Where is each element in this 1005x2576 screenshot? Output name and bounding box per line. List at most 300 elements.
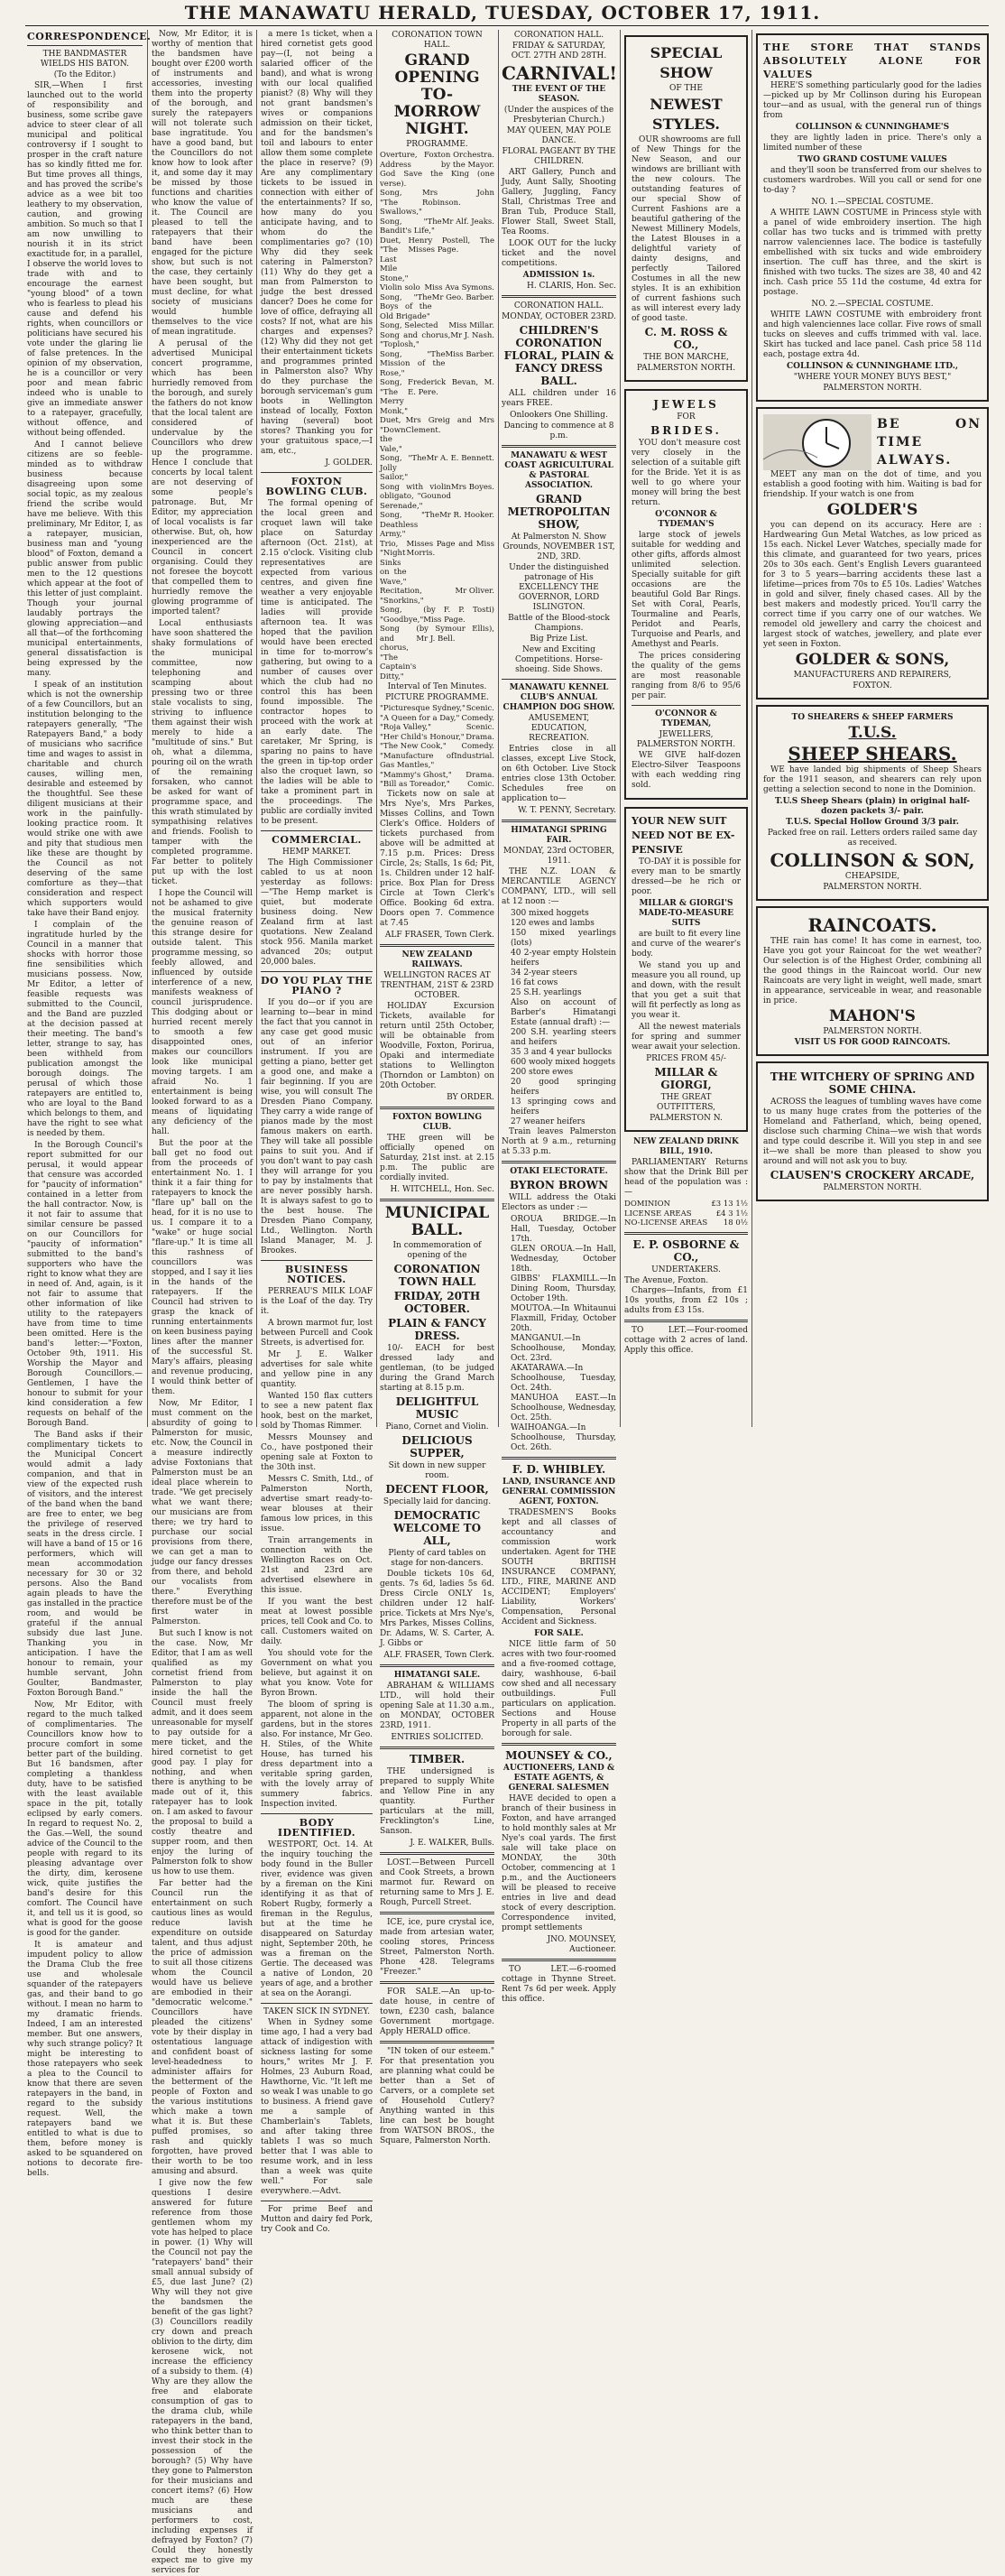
ad-title: OTAKI ELECTORATE. [510,1167,608,1176]
ad-store-values [756,33,989,402]
ad-title: T.U.S. [848,724,897,742]
ad-heading: GOLDER & SONS, [795,651,950,669]
column-divider [620,30,621,1427]
ad-title: THE STORE THAT STANDS ABSOLUTELY ALONE FOR VALUES [763,42,982,80]
ad-signature: H. WITCHELL, Hon. Sec. [390,1184,494,1194]
ad-heading: TWO GRAND COSTUME VALUES [798,155,947,164]
programme-item [380,331,494,350]
ad-title: NEW ZEALAND DRINK BILL, 1910. [633,1137,739,1156]
ad-text: ICE, ice, pure crystal ice, made from artesian water, cooling stores, Princess Street, Palmerston North. Phone 428. Telegrams "Freezer." [380,1917,494,1977]
ad-date: MONDAY, OCTOBER 23RD. [502,312,616,321]
ad-title: NEED NOT BE EX- [632,829,735,841]
stock-item: 16 fat cows [511,978,558,987]
ad-header: CORONATION HALL. [513,301,604,310]
ad-text: LOST.—Between Purcell and Cook Streets, a brown marmot fur. Reward on returning same to Mrs J. E. Rough, Purcell Street. [380,1858,494,1907]
paragraph: I speak of an institution which is not the ownership of a few Councillors, but an institution belonging to the ratepayers generally, "The Ratepayers Band," a body of musicians who sacrifice time and wages to assist in charitable and church causes, willing men, desirable and esteemed by the thoughtful. See these diligent musicians at their work in the painfully-looking practice room. It would strike one with awe and pity that studious men like these are thought by the Council as not deserving of the same comforture as they—that consideration and respect which supporters would take have their Band enjoy. [27,681,143,918]
stock-item: 150 mixed yearlings (lots) [511,929,616,948]
ad-heading: COLLINSON & CUNNINGHAME'S [795,123,950,132]
ad-heading: C. M. ROSS & CO., [644,326,728,351]
item-performer: Mr A. E. Bennett. [426,454,494,463]
ad-text: TO-DAY it is possible for every man to be smartly dressed—be he rich or poor. [632,857,741,896]
item-title: Song, "The Merry Monk," [380,378,409,416]
item-title: Duet, "Down the Vale," [380,416,406,454]
ad-text: ABRAHAM & WILLIAMS LTD., will hold their opening Sale at 11.30 a.m., on MONDAY, OCTOBER 23RD, 1911. [380,1681,494,1730]
ad-title: HIMATANGI SALE. [393,1670,481,1680]
ad-title: FOXTON BOWLING CLUB. [392,1112,483,1132]
paragraph: But the poor at the ball get no food out from the proceeds of entertainment No. 1. I think it a fair thing for ratepayers to knock the "flare up" ball on the head, for it is no use to us. I compare it to a "wake" or huge social "flare-up." It is time all this rashness of councillors was stopped, and I say it lies in the hands of the ratepayers. If the Council had striven to grasp the knack of running entertainments on keen business paying lines after the manner of the successful St. Mary's affairs, pleasing and revenue producing, I would think better of them. [152,1139,253,1396]
ad-text: Charges—Infants, from £1 10s youths, from £2 10s ; adults from £3 15s. [624,1285,748,1315]
meeting-item: AKATARAWA.—In Schoolhouse, Tuesday, Oct. 24th. [511,1364,616,1393]
ad-text: All the newest materials for spring and summer wear await your selection. [632,1023,741,1052]
ad-text: HOLIDAY Excursion Tickets, available for return until 25th October, will be obtainable from Woodville, Foxton, Porirua, Opaki and intermediate stations to Wellington (Thorndon or Lambton) on 20th October. [380,1001,494,1090]
ad-text: New and Exciting Competitions. Horse-shoeing. Side Shows. [514,645,604,674]
item-title: Song, "The Bandit's Life," [380,217,442,236]
ad-header: CORONATION HALL. [513,31,604,40]
item-title: "A Queen for a Day," [380,713,460,723]
item-title: Song, Selected [380,321,438,330]
ad-text: Sit down in new supper room. [388,1460,486,1480]
picture-item [380,780,494,790]
ad-special-show [624,35,748,382]
ad-heading: DEMOCRATIC WELCOME TO ALL, [392,1508,482,1547]
picture-item [380,714,494,724]
stock-item: 300 mixed hoggets [511,909,589,918]
ad-heading: O'CONNOR & TYDEMAN'S [655,510,717,529]
ad-heading: E. P. OSBORNE & CO., [632,1237,740,1264]
notice-item: The bloom of spring is apparent, not alone in the gardens, but in the stores also. For instance, Mr Geo. H. Stiles, of the White House, has turned his dress department into a veritable spring garden, with the lovely array of summery fabrics. Inspection invited. [261,1700,373,1809]
item-performer: (by Symour Ellis), Mr J. Bell. [416,625,494,644]
ad-text: YOU don't measure cost very closely in the selection of a suitable gift for the Bride. Yet it is as well to go where your money will bring the best return. [632,439,741,507]
item-performer: 18 0½ [723,1219,748,1228]
meeting-item: MANUHOA EAST.—In Schoolhouse, Wednesday, Oct. 25th. [511,1394,616,1422]
ad-title: HIMATANGI SPRING FAIR. [511,826,607,845]
item-title: Song, "The Mission of the Rose," [380,349,446,378]
paragraph: For prime Beef and Mutton and dairy fed Pork, try Cook and Co. [261,2205,373,2234]
ad-text: LOOK OUT for the lucky ticket and the novel competitions. [502,239,616,268]
item-title: God Save the King (one verse). [380,170,494,189]
item-title: "Bill as Toreador," [380,780,450,789]
drink-bill-row [624,1209,748,1219]
ad-subtitle: LAND, INSURANCE AND GENERAL COMMISSION AGENT, FOXTON. [502,1478,616,1506]
ad-subtitle: THE EVENT OF THE SEASON. [512,85,606,104]
paragraph: But such I know is not the case. Now, Mr Editor, that I am as well qualified as my cornetist friend from Palmerston to play inside the hall the Council must freely admit, and it does seem unreasonable for myself to pay outside for a mere ticket, and the hired cornetist to get good pay. I play for nothing, and when there is anything to be made out of it, this ratepayer has to look on. I am asked to favour the proposal to build a costly theatre and supper room, and then enjoy the luring of Palmerston folk to show us how to use them. [152,1629,253,1876]
stock-list [502,909,616,1127]
item-performer: Henry Postell, The Misses Page. [408,236,494,255]
ad-date: FRIDAY & SATURDAY, OCT. 27TH AND 28TH. [511,42,607,60]
column-divider [147,30,148,1427]
column-divider [751,30,752,1427]
stock-item: 200 store ewes [511,1068,574,1077]
ad-witchery-china [756,1061,989,1201]
article-subtitle: (To the Editor.) [53,70,116,79]
paragraph: Now, Mr Editor, with regard to the much talked of complimentaries. The Councillors know how to procure comfort in some better part of the building. But 16 bandsmen, after completing a thankless duty, have to be satisfied with the least available space in the pit, totally eclipsed by early comers. In regard to request No. 2, the Gas.—Well, the sound advice of the Council to the people with regard to its pleasing advantage over the dirty, dim, kerosene wick, quite justifies the band's desire for this comfort. The Council have it, and tell us it is good, so what is good for the goose is good for the gander. [27,1700,143,1938]
ad-sheep-shears [756,705,989,901]
item-title: Recitation, "Snorkins," [380,587,424,606]
item-performer: Miss Barber. [445,349,494,359]
meeting-item: GLEN OROUA.—In Hall, Wednesday, October 18th. [511,1245,616,1274]
programme-item [380,587,494,606]
column-ads-3 [624,30,748,1427]
ad-title: MUNICIPAL BALL. [384,1203,490,1239]
ad-text: TRADESMEN'S Books kept and all classes of accountancy and commission work undertaken. Agent for THE SOUTH BRITISH INSURANCE COMPANY, LTD., FIRE, MARINE AND ACCIDENT; Employers' Liability, Workers' Compensation, Personal Accident and Sickness. [502,1508,616,1626]
paragraph: Now, Mr Editor, I must comment on the absurdity of going to Palmerston for music, etc. Now, the Council in a measure indirectly advise Foxtonians that Palmerston must be an ideal place wherein to trade. "We get precisely what we want there; our musicians are from there; we try hard to purchase our social provisions from there, we can get a man to judge our fancy dresses from there, and behold our vocalists from there." Everything therefore must be of the first water in Palmerston. [152,1399,253,1626]
item-performer: Foxton Orchestra. [424,151,494,160]
ad-text: MANUFACTURERS AND REPAIRERS, [793,671,952,680]
picture-item [380,704,494,714]
letter-signature: J. GOLDER. [325,459,373,468]
item-performer: by the Mayor. [440,160,494,170]
notice-item: Train arrangements in connection with the Wellington Races on Oct. 21st and 23rd are advertised elsewhere in this issue. [261,1536,373,1595]
ad-text: FLORAL PAGEANT BY THE CHILDREN. [502,147,616,166]
ad-text: and they'll soon be transferred from our shelves to customers wardrobes. Will you call or send for one to-day ? [763,166,982,195]
programme-item [380,378,494,416]
ad-heading: MILLAR & GIORGI'S MADE-TO-MEASURE SUITS [638,899,734,928]
programme-item [380,625,494,681]
ad-text: Interval of Ten Minutes. [387,682,487,691]
item-title: Song, "The Jolly Sailor," [380,454,427,482]
item-title: LICENSE AREAS [624,1209,692,1219]
section-heading: CORRESPONDENCE. [27,31,152,42]
programme-item [380,151,494,161]
item-performer: Misses Page and Miss Morris. [406,539,494,558]
ad-text: MAY QUEEN, MAY POLE DANCE. [506,126,612,145]
paragraph: I hope the Council will not be ashamed to give the musical fraternity the genuine reason of this strange desire for outside talent. This programme messing, so feebly allowed, and influenced by outside interference of a new, manifests weakness of council jurisprudence. This dodging about or hurried recent merely to smooth a few disappointed ones, makes our councillors look like municipal moving targets. I am afraid No. 1 entertainment is being looked forward to as a means of liquidating any deficiency of the hall. [152,889,253,1136]
ad-text: TO LET.—6-roomed cottage in Thynne Street. Rent 7s 6d per week. Apply this office. [502,1965,616,2004]
programme-item [380,483,494,512]
ad-text: JEWELLERS, PALMERSTON NORTH. [636,730,736,749]
ad-text: 10/- EACH for best dressed lady and gentleman, (to be judged during the Grand March starting at 8.15 p.m. [380,1343,494,1393]
ad-text: HERE'S something particularly good for the ladies—picked up by Mr Collinson during his European tour—and as usual, with the general run of things from [763,81,982,120]
programme-item [380,236,494,284]
article-subtitle: HEMP MARKET. [282,848,351,857]
ad-header: CORONATION TOWN HALL. [392,31,483,50]
ad-title: NEWEST [650,96,723,113]
item-title: Song, "The Deathless Army," [380,511,440,539]
ad-text: At Palmerston N. Show Grounds, NOVEMBER 1ST, 2ND, 3RD. [502,533,615,561]
ad-new-suit [624,807,748,1132]
ad-text: Dancing to commence at 8 p.m. [503,422,614,440]
stock-item: 120 ewes and lambs [511,919,595,928]
item-title: Address [380,160,411,170]
ad-title: MANAWATU & WEST COAST AGRICULTURAL & PASTORAL ASSOCIATION. [504,451,613,490]
ad-subtitle: PICTURE PROGRAMME. [385,693,489,702]
ad-text: Plenty of card tables on stage for non-dancers. [388,1548,486,1568]
item-performer: Scenic. [466,704,494,713]
ad-signature: H. CLARIS, Hon. Sec. [526,282,616,291]
item-title: Trio, "Night Sinks on the Wave," [380,539,407,587]
meeting-item: MANGANUI.—In Schoolhouse, Monday, Oct. 23rd. [511,1334,616,1363]
item-performer: £4 3 1½ [715,1209,748,1219]
programme-item [380,218,494,236]
picture-item [380,742,494,752]
ad-heading: DECENT FLOOR, [385,1482,489,1496]
paragraph: WESTPORT, Oct. 14. At the inquiry touching the body found in the Buller river, evidence was given by a fireman on the Kini identifying it as that of Robert Rugby, formerly a fireman in the Regulus, but at the time he disappeared on Saturday night, September 20th, he was a fireman on the Gertie. The deceased was a native of London, 20 years of age, and a brother at sea on the Aorangi. [261,1840,373,1998]
ad-heading: COLLINSON & SON, [770,849,975,871]
paragraph: I complain of the ingratitude hurled by the Council in a manner that shocks with horror those fine sensibilities which musicians possess. Now, Mr Editor, a letter of feasible requests was submitted to the Council, and the Band are puzzled at the decision passed at their meeting. The band's letter, strange to say, has been withheld from publication amongst the borough doings. The perusal of which those ratepayers are entitled to, who are loyal to the Band which belongs to them, and have the right to see what is needed by them. [27,921,143,1138]
ad-text: The Avenue, Foxton. [624,1275,709,1285]
ad-signature: JNO. MOUNSEY, Auctioneer. [547,1935,616,1954]
paragraph: In the Borough Council's report submitted for our perusal, it would appear that censure was accorded for "paucity of information" contained in a letter from the hall contractor. Now, is it not fair to assume that similar censure be passed on our Councillors for "paucity of information" submitted to the band's supporters who have the right to know what they are in need of. And, again, is it not fair to assume that other information of like utility to the ratepayers have from time to time been omitted. Here is the band's letter:—"Foxton, October 9th, 1911. His Worship the Mayor and Borough Councillors.—Gentlemen, I have the honour to submit for your kind consideration a few requests on behalf of the Borough Band. [27,1141,143,1428]
ad-text: We stand you up and measure you all round, up and down, with the result that you get a suit that will fit perfectly as long as you wear it. [632,961,741,1020]
ad-title: BRIDES. [650,424,722,437]
article-title: THE BANDMASTER WIELDS HIS BATON. [40,50,130,69]
ad-text: WILL address the Otaki Electors as under :— [502,1193,616,1212]
stock-item: 600 wooly mixed hoggets [511,1058,616,1067]
ad-text: Specially laid for dancing. [383,1496,492,1506]
ad-text: PALMERSTON NORTH. [823,883,922,892]
ad-title: CHILDREN'S CORONATION FLORAL, PLAIN & FANCY DRESS BALL. [503,324,614,387]
stock-item: 25 S.H. yearlings [511,988,582,997]
programme-item [380,350,494,379]
ad-title: OF THE [669,84,703,93]
ad-text: THE undersigned is prepared to supply White and Yellow Pine in any quantity. Further particulars at the mill, Frecklington's Line, Sanson. [380,1766,494,1836]
ad-text: UNDERTAKERS. [651,1265,721,1274]
article-title: FOXTON BOWLING CLUB. [265,476,368,497]
notice-item: Messrs Mounsey and Co., have postponed their opening sale at Foxton to the 30th inst. [261,1433,373,1472]
ad-heading: MILLAR & GIORGI, [654,1066,718,1091]
paragraph: SIR,—When I first launched out to the world of responsibility and business, some scribe gave advice to steer clear of all municipal and political controversy if I sought to prosper in the craft nature has so kindly fitted me for. But time proves all things, and has proved the scribe's advice as a wee bit too leathery to my observation, caution, and growing ambition. So much so that I am now unwilling to nourish it in its strict exactitude for, in a parallel, I observe the world loves to trade with and to encourage the earnest "young blood" of a town who is fearless to plead his cause and defend his rights, when councillors or politicians have secured his vote under the glaring lie of false pretences. In the opinion of my observation, he is a councillor or very poor and mean fabric indeed who is unable to give an immediate answer to a ratepayer, gracefully, without offence, and without being offended. [27,81,143,438]
ad-subtitle: WELLINGTON RACES AT TRENTHAM, 21ST & 23RD OCTOBER. [380,970,494,1000]
programme-item [380,511,494,540]
column-news [261,30,373,2234]
ad-subtitle: AUCTIONEERS, LAND & ESTATE AGENTS, & GENERAL SALESMEN [502,1764,615,1793]
programme-item [380,161,494,171]
programme-list [380,151,494,681]
ad-text: PALMERSTON NORTH. [636,364,736,373]
ad-title: SHOW [659,64,713,81]
ad-heading: F. D. WHIBLEY. [512,1463,606,1476]
paragraph: The High Commissioner cabled to us at noon yesterday as follows:—"The Hemp market is quiet, but moderate business doing. New Zealand firm at last quotations. New Zealand stock 956. Manila market advanced 20s; output 20,000 bales. [261,858,373,967]
stock-item: 34 2-year steers [511,968,577,978]
drink-bill-row [624,1219,748,1228]
programme-item [380,454,494,483]
item-performer: Industrial. [454,751,494,761]
meeting-list [502,1215,616,1453]
ad-price: T.U.S Sheep Shears (plain) in original half-dozen packets 3/- pair. [774,797,971,816]
ad-subtitle: FOR SALE. [534,1629,584,1638]
ad-heading: BYRON BROWN [509,1179,609,1191]
item-title: Overture, [380,151,418,160]
ad-text: WHITE LAWN COSTUME with embroidery front and high valenciennes lace collar. Five rows of small tucks on sleeves and cuffs trimmed with val. lace. Skirt has tucked and lace panel. Cash price 58 11d each, postage extra 4d. [763,310,982,359]
item-performer: Mr J. Nash. [450,330,494,340]
ad-signature: J. E. WALKER, Bulls. [410,1838,494,1848]
stock-item: Also on account of Barber's Himatangi Estate (annual draft) :— [511,998,616,1027]
ad-text: (Under the auspices of the Presbyterian Church.) [503,106,614,125]
notice-item: PERREAU'S MILK LOAF is the Loaf of the day. Try it. [261,1287,373,1316]
item-title: DOMINION [624,1200,671,1209]
ad-text: large stock of jewels suitable for wedding and other gifts, affords almost unlimited selection. Specially suitable for gift occasions are the beautiful Gold Bar Rings. Set with Coral, Pearls, Tourmaline and Pearls, Peridot and Pearls, Turquoise and Pearls, and Amethyst and Pearls. [632,531,741,649]
programme-item [380,321,494,331]
section-heading: COMMERCIAL. [272,834,362,846]
item-title: Violin solo [380,283,420,292]
ad-text: "IN token of our esteem." For that presentation you are planning what could be better than a Set of Carvers, or a complete set of Household Cutlery? Anything wanted in this line can best be bought from WATSON BROS., the Square, Palmerston North. [380,2046,494,2145]
notice-item: A brown marmot fur, lost between Purcell and Cook Streets, is advertised for. [261,1319,373,1348]
ad-title: CARNIVAL! [502,62,618,84]
programme-item [380,416,494,454]
paragraph: a mere 1s ticket, when a hired cornetist gets good pay—(I, not being a salaried officer of the band), and what is wrong with our local qualified pianist? (8) Why will they not grant bandsmen's wives or companions admission on their ticket, and for the bandsmen's toil and labours to enter allow them some complete the place in reserve? (9) Are any complimentary tickets to be issued in connection with either of the entertainments? If so, how many do you anticipate having, and to whom do the complimentaries go? (10) Why did they seek catering in Palmerston? (11) Why do they get a man from Palmerston to judge the best dressed dancer? Does he come for love of office, defraying all costs? If not, what are his charges and expenses? (12) Why did they not get their entertainment tickets and programmes printed in Palmerston also? Why do they purchase the borough serviceman's gum boots in Wellington instead of locally, Foxton having (several) boot stores? Thanking you for your gratuitous space,—I am, etc., [261,30,373,456]
item-performer: Mrs Boyes. [450,482,494,492]
ad-heading: CORONATION TOWN HALL [393,1262,481,1288]
ad-heading: DELICIOUS SUPPER, [401,1433,473,1459]
item-title: Duet, "The Last Mile Stone," [380,236,409,283]
ad-text: THE rain has come! It has come in earnest, too. Have you got your Raincoat for the wet weather? Our selection is of the Highest Order, combining all the good things in the Raincoat world. Our new Raincoats are very light in weight, well made, smart in appearance, serviceable in wear, and reasonable in price. [763,937,982,1005]
paragraph: If you do—or if you are learning to—bear in mind the fact that you cannot in any case get good music out of an inferior instrument. If you are getting a piano, better get a good one, and make a fair beginning. If you are wise, you will consult The Dresden Piano Company. They carry a wide range of pianos made by the most famous makers on earth. They will take all possible pains to suit you. And if you don't want to pay cash they will arrange for you to pay by instalments that are never possibly harsh. It is always safest to go to the best house. The Dresden Piano Company, Ltd., Wellington. North Island Manager, M. J. Brookes. [261,998,373,1256]
ad-date: MONDAY, 23rd OCTOBER, 1911. [502,847,615,866]
ad-be-on-time [756,407,989,700]
paragraph: Now, Mr Editor, it is worthy of mention that the bandsmen have bought over £200 worth of instruments and accessories, investing them into the property of the borough, and surely the ratepayers will not tolerate such base ingratitude. You have a good band, but the Councillors do not know how to look after it, and some day it may be missed by those functions and charities who know the value of it. The Council are pleased to tell the ratepayers that their band have been engaged for the picture show, but such is not the case, they certainly have been sought, but must decline, for what society of musicians would humble themselves to the vice of mean ingratitude. [152,30,253,337]
paragraph: When in Sydney some time ago, I had a very bad attack of indigestion with sickness lasting for some hours," writes Mr J. F. Holmes, 23 Auburn Road, Hawthorne, Vic. "It left me so weak I was unable to go to business. A friend gave me a sample of Chamberlain's Tablets, and after taking three tablets I was so much better that I was able to resume work, and in less than a week was quite well." For sale everywhere.—Advt. [261,2018,373,2196]
ad-text: PARLIAMENTARY Returns show that the Drink Bill per head of the population was :— [624,1158,748,1197]
item-title: Song, "The Boys of the Old Brigade" [380,292,432,321]
ad-text: THE BON MARCHE, [643,353,729,362]
item-title: "Her Child's Honour," [380,732,465,742]
column-divider [498,30,499,1427]
ad-text: A WHITE LAWN COSTUME in Princess style with a panel of wide embroidery insertion. The high collar has two tucks and is trimmed with pretty narrow valenciennes lace. The bodice is tastefully embellished with six tucks and wide embroidery insertion. The cuff has three, and the skirt is finished with two tucks. The sizes are 38, 40 and 42 inch. Cash price 55 11d the costume, 4d extra for postage. [763,208,982,297]
drink-bill-row [624,1200,748,1209]
item-performer: Miss Ava Symons. [424,283,494,292]
programme-item [380,283,494,293]
ad-title: PENSIVE [632,844,683,856]
item-performer: Mrs Greig and Mrs Clement. [405,416,494,435]
item-performer: Comic. [467,780,494,789]
ad-text: you can depend on its accuracy. Here are : Hardwearing Gun Metal Watches, as low priced as 15s each. Nickel Lever Watches, specially made for this climate, and guaranteed for two years, prices 20s to 30s each. Gent's English Levers guaranteed for 3 to 5 years—barring accidents these last a lifetime—prices from 70s to £5 10s. Ladies' Watches in gold and silver, finely chased cases. All by the best makers and modestly priced. You'll carry the correct time if you carry one of our watches. We remodel old jewellery and carry the choicest and largest stock of watches, jewellery, and plate ever yet seen in Foxton. [763,521,982,649]
item-performer: Scenic. [466,723,494,732]
item-title: NO-LICENSE AREAS [624,1219,708,1228]
ad-text: VISIT US FOR GOOD RAINCOATS. [794,1038,951,1047]
ad-subtitle: AMUSEMENT, EDUCATION, RECREATION. [528,714,590,743]
column-correspondence [27,30,152,2178]
ad-text: PALMERSTON NORTH. [823,1183,922,1192]
ad-signature: W. T. PENNY, Secretary. [518,806,616,815]
notice-item: Messrs C. Smith, Ltd., of Palmerston North, advertise smart ready-to-wear blouses at their famous low prices, in this issue. [261,1475,373,1534]
ad-text: PALMERSTON NORTH. [823,1027,922,1036]
item-performer: Comedy. [461,713,494,723]
masthead: THE MANAWATU HERALD, TUESDAY, OCTOBER 17, 1911. [184,2,821,23]
ad-text: Packed free on rail. Letters orders railed same day as received. [767,829,978,848]
ad-title: GRAND OPENING TO-MORROW NIGHT. [393,51,481,138]
paragraph: I give now the few questions I desire answered for future reference from those gentlemen whom my vote has helped to place in power. (1) Why will the Council not pay the "ratepayers' band" their small annual subsidy of £5, due last June? (2) Why will they not give the bandsmen the benefit of the gas light? (3) Councillors readily cry down and preach oblivion to the dirty, dim kerosene wick, not increase the efficiency of a subsidy to them. (4) Why are they allow the free and elaborate consumption of gas to the drama club, while ratepayers in the band, who think better than to invest their stock in the possession of the borough? (5) Why have they gone to Palmerston for their musicians and concert items? (6) How much are these musicians and performers to cost, including expenses if defrayed by Foxton? (7) Could they honestly expect me to give my services for [152,2179,253,2575]
item-performer: Drama. [466,770,494,780]
ad-title: YOUR NEW SUIT [632,815,727,827]
ad-title: FOR [677,412,696,422]
ad-title: BE ON TIME ALWAYS. [877,417,982,468]
paragraph: Local enthusiasts have soon shattered the shaky formulations of the municipal committee, now telephoning and scamping about pressing two or three stale vocalists to sing, striving to influence them against their wish merely to hide a "multitude of sins." But oh, what a dilemma, pouring oil on the wrath of the remaining forsaken, who cannot be asked for want of programme space, and this wrath stimulated by sympathising relatives and friends. Foolish to tamper with the completed programme. Far better to politely put up with the lost ticket. [152,619,253,886]
ad-text: WE GIVE half-dozen Electro-Silver Teaspoons with each wedding ring sold. [632,751,741,790]
article-title: DO YOU PLAY THE PIANO ? [261,975,373,996]
column-ads-2 [502,30,618,2004]
ad-text: THE N.Z. LOAN & MERCANTILE AGENCY COMPANY, LTD., will sell at 12 noon :— [502,867,616,906]
ad-text: MEET any man on the dot of time, and you establish a good footing with him. Waiting is bad for friendship. If your watch is one from [763,470,982,499]
column-divider [256,30,257,1427]
ad-text: "WHERE YOUR MONEY BUYS BEST," [793,373,952,382]
programme-item [380,293,494,322]
ad-header: TO SHEARERS & SHEEP FARMERS [791,713,954,722]
meeting-item: GIBBS' FLAXMILL.—In Dining Room, Thursday, October 19th. [511,1274,616,1303]
notice-item: You should vote for the Government on what you believe, but against it on what you know. Vote for Byron Brown. [261,1649,373,1698]
item-performer: Comedy. [461,742,494,751]
column-divider [376,30,377,1427]
ad-text: ACROSS the leagues of tumbling waves have come to us many huge crates from the potteries of the Homeland and Fatherland, which, being opened, disclose such charming China—we wish that words and type could describe it. Will you step in and see it—we shall be more than pleased to show you around and will not ask you to buy. [763,1098,982,1166]
ad-title: NEW ZEALAND RAILWAYS. [401,950,473,969]
ad-text: they are lightly laden in price. There's only a limited number of these [763,134,982,153]
ad-text: Under the distinguished patronage of His EXCELLENCY THE GOVERNOR, LORD ISLINGTON. [509,563,609,612]
stock-item: 13 springing cows and heifers [511,1098,616,1117]
ad-heading: GRAND METROPOLITAN SHOW, [507,493,611,531]
notice-item: Mr J. E. Walker advertises for sale white and yellow pine in any quantity. [261,1350,373,1389]
ad-text: THE GREAT OUTFITTERS, [657,1093,715,1112]
stock-item: 200 S.H. yearling steers and heifers [511,1028,616,1047]
ad-title: SHEEP SHEARS. [788,743,957,764]
item-title: "Mammy's Ghost," [380,770,452,780]
item-title: "The New Cook," [380,742,447,751]
ad-title: STYLES. [652,116,720,133]
ad-text: Onlookers One Shilling. [510,411,608,420]
ad-text: Big Prize List. [530,635,588,644]
programme-item [380,189,494,218]
ad-heading: O'CONNOR & TYDEMAN, [655,709,717,728]
ad-text: TO LET.—Four-roomed cottage with 2 acres of land. Apply this office. [624,1325,748,1355]
ad-heading: CLAUSEN'S CROCKERY ARCADE, [770,1169,975,1181]
ad-signature: ALF FRASER, Town Clerk. [384,930,494,940]
meeting-item: OROUA BRIDGE.—In Hall, Tuesday, October 17th. [511,1215,616,1244]
drink-bill-table [624,1200,748,1228]
item-title: "Roja Valley," [380,723,432,732]
paragraph: And I cannot believe citizens are so feeble-minded as to withdraw business because disagreeing upon some social topic, as my zealous friend the scribe would have me believe. With this preliminary, Mr Editor, I, as a ratepayer, musician, business man and "young blood" of Foxton, demand a public answer from public men to the 12 questions which appear at the foot of this letter of just complaint. Though your journal laudably portrays the glowing appreciation—and all that—of the forthcoming municipal entertainments, general dissatisfaction is being expressed by the many. [27,440,143,678]
stock-item: 40 2-year empty Holstein heifers [511,949,616,968]
stock-item: 27 weaner heifers [511,1117,585,1126]
ad-text: HAVE decided to open a branch of their business in Foxton, and have arranged to hold monthly sales at Mr Nye's coal yards. The first sale will take place on MONDAY, the 30th October, commencing at 1 p.m., and the Auctioneers will be pleased to receive entries in live and dead stock of every description. Correspondence invited, prompt settlements [502,1794,616,1932]
ad-text: ALL children under 16 years FREE. [502,389,616,408]
ad-text: Train leaves Palmerston North at 9 a.m., returning at 5.33 p.m. [502,1127,616,1156]
ad-heading: MAHON'S [829,1007,916,1025]
picture-item [380,771,494,781]
item-performer: Frederick Bevan, M. E. Pere. [408,378,494,397]
picture-item [380,752,494,771]
ad-heading: MOUNSEY & CO., [505,1749,613,1762]
item-title: Song with violin obligato, "Gounod Serenade," [380,482,451,511]
ad-text: ART Gallery, Punch and Judy, Aunt Sally, Shooting Gallery, Juggling, Fancy Stall, Christmas Tree and Bran Tub, Produce Stall, Flower Stall, Sweet Stall, Tea Rooms. [502,168,616,236]
clock-icon [763,414,871,470]
ad-text: PALMERSTON NORTH. [823,384,922,393]
ad-heading: FRIDAY, 20TH OCTOBER. [393,1289,481,1315]
ad-text: Double tickets 10s 6d, gents. 7s 6d, ladies 5s 6d. Dress Circle ONLY 1s, children under 12 half-price. Tickets at Mrs Nye's, Mrs Parkes, Misses Collins, Dr. Adams, W. S. Carter, A. J. Gibbs or [380,1569,494,1648]
article-title: TAKEN SICK IN SYDNEY. [263,2007,370,2016]
ad-title: SPECIAL [650,44,723,61]
paragraph: A perusal of the advertised Municipal concert programme, which has been hurriedly removed from the borough, and surely the fathers do not know that the local talent are considered of undervalue by the Councillors who drew up the programme. Hence I conclude that concerts by local talent are not deserving of some people's patronage. But, Mr Editor, my appreciation of local vocalists is far otherwise. But, oh, how inexperienced are the Council in concert organising. Could they not foresee the boycott that compelled them to hurriedly remove the glowing programme of imported talent? [152,339,253,616]
item-title: Song and chorus, "The Captain's Ditty," [380,625,417,681]
article-title: BODY IDENTIFIED. [277,1817,356,1839]
meeting-item: MOUTOA.—In Whitaunui Flaxmill, Friday, October 20th. [511,1304,616,1333]
ad-subtitle: PROGRAMME. [406,140,468,149]
ad-title: THE WITCHERY OF SPRING AND SOME CHINA. [770,1070,975,1096]
programme-item [380,540,494,588]
item-performer: Mrs John Robinson. [421,189,494,208]
ad-text: WE have landed big shipments of Sheep Shears for the 1911 season, and shearers can rely upon getting a selection second to none in the Dominion. [763,765,982,794]
item-performer: Mr Oliver. [455,587,494,596]
ad-title: JEWELS [653,398,719,411]
paragraph: The Band asks if their complimentary tickets to the Municipal Concert would admit a lady companion, and that in view of the expected rush of visitors, and the interest of the band when the band are free to enter, we beg the privilege of reserved seats in the dress circle. I will have a band of 15 or 16 performers, which will mean accommodation necessary for 30 or 32 persons. Also the Band again pleads to have the gas installed in the practice room, and would be grateful if the annual subsidy due last June. Thanking you in anticipation. I have the honour to remain, your humble servant, John Goulter, Bandmaster, Foxton Borough Band." [27,1431,143,1698]
ad-jewels [624,389,748,800]
programme-item [380,606,494,625]
ad-signature: BY ORDER. [447,1092,494,1102]
ad-text: PRICES FROM 45/- [646,1054,726,1063]
item-title: Song, "Goodbye," [380,606,424,625]
paragraph: Far better had the Council run the entertainment on such cautious lines as would reduce lavish expenditure on outside talent, and thus adjust the price of admission to suit all those citizens whom the Council would have us believe are embodied in their "democratic welcome." Councillors have pleaded the citizens' vote by their display in ostentatious language and confident boast of level-headedness to administer affairs for the betterment of the people of Foxton and the various institutions which make a town what it is. But these puffed promises, so rash and quickly forgotten, have proved their worth to be too amusing and absurd. [152,1879,253,2176]
ad-signature: ALF. FRASER, Town Clerk. [383,1650,494,1660]
ad-raincoats [756,906,989,1056]
ad-text: Battle of the Blood-stock Champions. [508,614,610,633]
notice-item: Wanted 150 flax cutters to see a new patent flax hook, best on the market, sold by Thomas Rimmer. [261,1392,373,1431]
